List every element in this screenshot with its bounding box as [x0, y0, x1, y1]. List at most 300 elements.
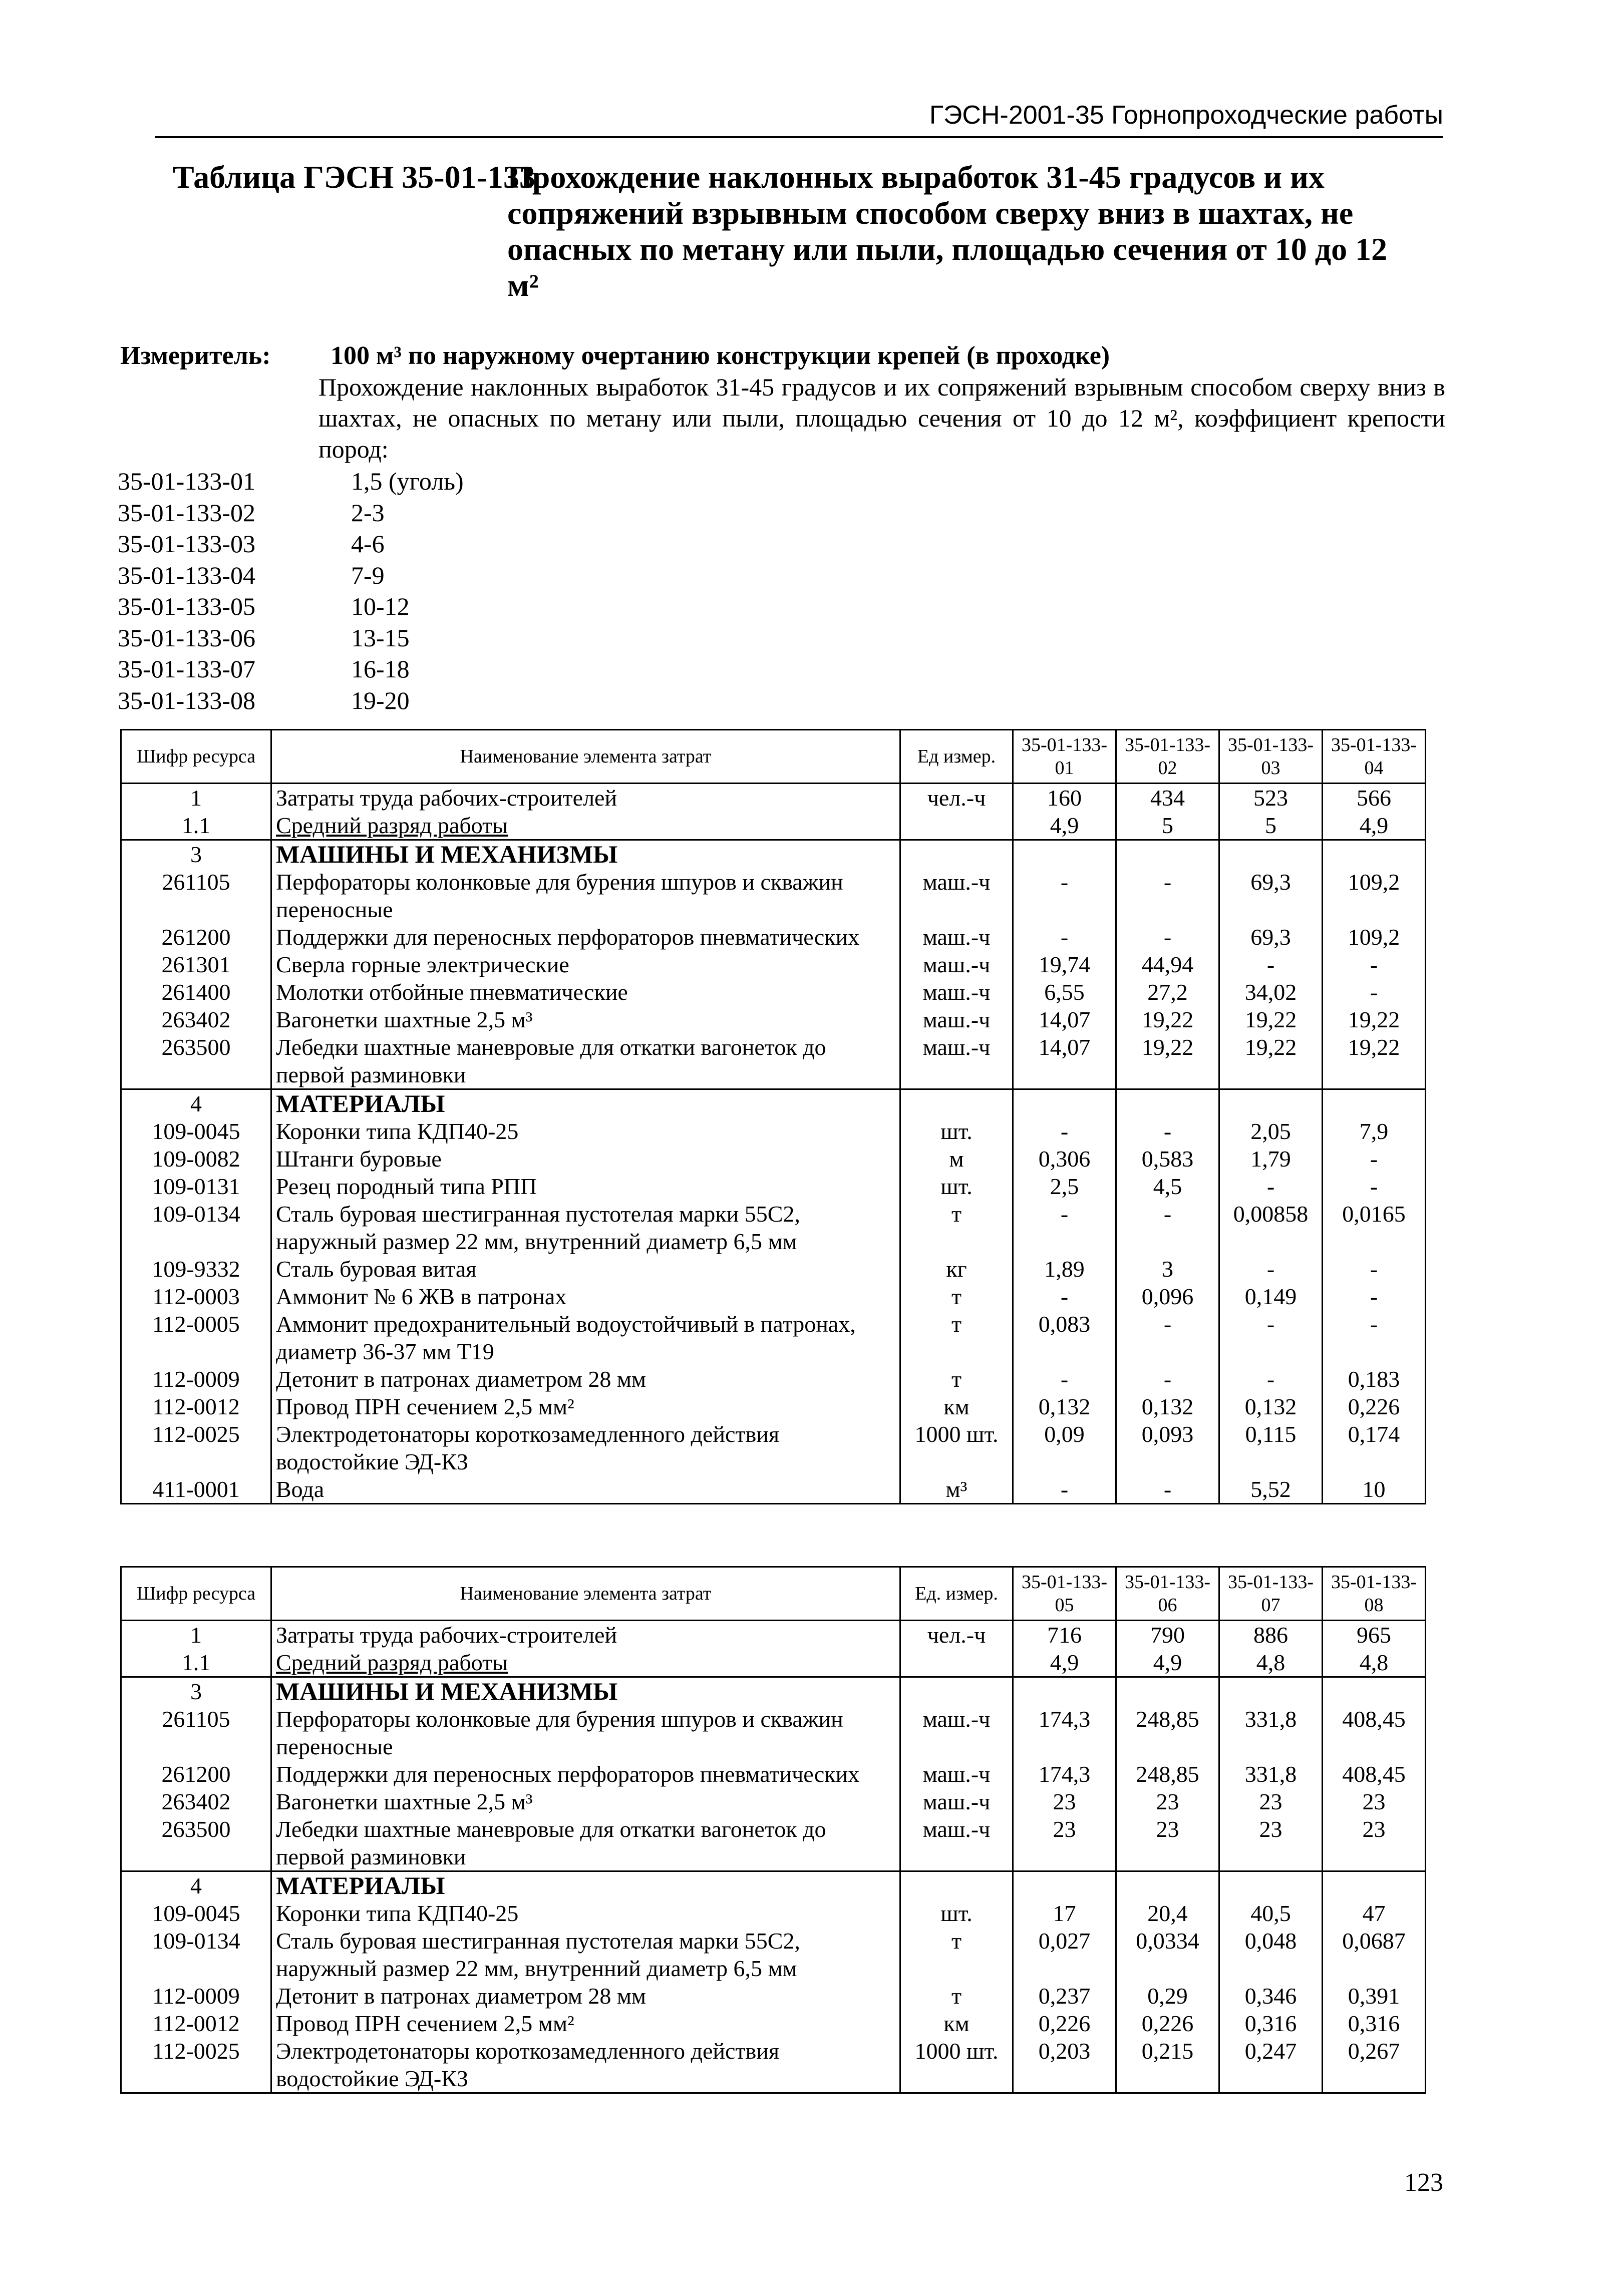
value-cell: [1219, 1677, 1323, 1706]
value-cell: 408,45: [1323, 1705, 1426, 1760]
table-row: [121, 1033, 1426, 1089]
cost-element-text: Затраты труда рабочих-строителей: [276, 785, 617, 811]
value-cell: 1,79: [1219, 1145, 1323, 1173]
value-cell: 4,9: [1323, 812, 1426, 840]
value-cell: 434: [1116, 784, 1219, 812]
value-cell: 0,00858: [1219, 1200, 1323, 1255]
cost-element-name: [271, 1089, 900, 1118]
unit: т: [900, 1200, 1013, 1255]
cost-element-name: [271, 1475, 900, 1504]
header-rule: [155, 136, 1443, 138]
unit: маш.-ч: [900, 1705, 1013, 1760]
value-cell: 7,9: [1323, 1117, 1426, 1145]
value-cell: [1013, 840, 1116, 869]
header-code: Шифр ресурса: [121, 1567, 271, 1621]
value-cell: 0,149: [1219, 1283, 1323, 1310]
table-row: [121, 1475, 1426, 1504]
cost-element-text: Поддержки для переносных перфораторов пневматических: [276, 1761, 860, 1787]
unit: маш.-ч: [900, 868, 1013, 923]
value-cell: 248,85: [1116, 1760, 1219, 1788]
resource-code: 263500: [121, 1815, 271, 1871]
value-cell: -: [1219, 1310, 1323, 1365]
header-col-1: 35-01-133-05: [1013, 1567, 1116, 1621]
value-cell: -: [1013, 923, 1116, 951]
resource-code: 1.1: [121, 812, 271, 840]
cost-element-name: [271, 1255, 900, 1283]
cost-element-name: [271, 1393, 900, 1420]
unit: шт.: [900, 1899, 1013, 1927]
cost-element-name: [271, 784, 900, 812]
code-value: 1,5 (уголь): [351, 467, 464, 495]
cost-element-text: Средний разряд работы: [276, 1650, 508, 1675]
value-cell: 4,9: [1116, 1649, 1219, 1677]
value-cell: 23: [1219, 1815, 1323, 1871]
unit: шт.: [900, 1117, 1013, 1145]
value-cell: 4,5: [1116, 1173, 1219, 1200]
value-cell: 23: [1116, 1788, 1219, 1815]
value-cell: [1116, 1677, 1219, 1706]
header-col-1: 35-01-133-01: [1013, 730, 1116, 784]
unit: чел.-ч: [900, 1621, 1013, 1649]
table-row: [121, 1420, 1426, 1475]
value-cell: 716: [1013, 1621, 1116, 1649]
value-cell: 0,096: [1116, 1283, 1219, 1310]
unit: маш.-ч: [900, 923, 1013, 951]
value-cell: -: [1116, 1200, 1219, 1255]
value-cell: 0,316: [1323, 2010, 1426, 2037]
table-row: [121, 1760, 1426, 1788]
resource-code: 109-9332: [121, 1255, 271, 1283]
cost-element-text: Вагонетки шахтные 2,5 м³: [276, 1789, 533, 1814]
value-cell: 19,74: [1013, 951, 1116, 978]
header-col-3: 35-01-133-07: [1219, 1567, 1323, 1621]
cost-element-name: [271, 1310, 900, 1365]
cost-element-name: [271, 1365, 900, 1393]
value-cell: 0,29: [1116, 1982, 1219, 2010]
value-cell: -: [1323, 1145, 1426, 1173]
resource-code: 261200: [121, 1760, 271, 1788]
value-cell: 0,093: [1116, 1420, 1219, 1475]
table-row: [121, 2010, 1426, 2037]
value-cell: 0,0334: [1116, 1927, 1219, 1982]
section-row: [121, 1677, 1426, 1706]
resource-table-2: [120, 1566, 1426, 2094]
value-cell: [1116, 1089, 1219, 1118]
cost-element-text: Затраты труда рабочих-строителей: [276, 1622, 617, 1648]
code: 35-01-133-08: [118, 686, 255, 714]
unit: [900, 812, 1013, 840]
value-cell: -: [1323, 1255, 1426, 1283]
value-cell: -: [1013, 1475, 1116, 1504]
resource-code: 261105: [121, 1705, 271, 1760]
value-cell: 0,306: [1013, 1145, 1116, 1173]
header-name: Наименование элемента затрат: [271, 1567, 900, 1621]
cost-element-text: Сталь буровая шестигранная пустотелая марки 55С2, наружный размер 22 мм, внутренний диаметр 6,5 мм: [276, 1928, 800, 1981]
value-cell: 2,05: [1219, 1117, 1323, 1145]
value-cell: 23: [1323, 1788, 1426, 1815]
cost-element-name: [271, 1705, 900, 1760]
value-cell: 248,85: [1116, 1705, 1219, 1760]
cost-element-text: МАТЕРИАЛЫ: [276, 1089, 445, 1117]
value-cell: 0,215: [1116, 2037, 1219, 2093]
header-row: [121, 730, 1426, 784]
value-cell: 0,083: [1013, 1310, 1116, 1365]
value-cell: -: [1116, 1117, 1219, 1145]
header-col-4: 35-01-133-08: [1323, 1567, 1426, 1621]
cost-element-name: [271, 1760, 900, 1788]
code: 35-01-133-04: [118, 561, 255, 589]
value-cell: 19,22: [1323, 1006, 1426, 1033]
table-row: [121, 1649, 1426, 1677]
table-row: [121, 1365, 1426, 1393]
value-cell: -: [1013, 1365, 1116, 1393]
value-cell: 0,0687: [1323, 1927, 1426, 1982]
value-cell: -: [1323, 1283, 1426, 1310]
code: 35-01-133-01: [118, 467, 255, 495]
resource-code: 109-0134: [121, 1927, 271, 1982]
value-cell: 566: [1323, 784, 1426, 812]
value-cell: 4,9: [1013, 812, 1116, 840]
resource-code: 112-0012: [121, 2010, 271, 2037]
value-cell: 1,89: [1013, 1255, 1116, 1283]
table-row: [121, 812, 1426, 840]
value-cell: -: [1116, 1365, 1219, 1393]
value-cell: -: [1323, 1173, 1426, 1200]
header-unit: Ед. измер.: [900, 1567, 1013, 1621]
table-row: [121, 1145, 1426, 1173]
cost-element-text: Провод ПРН сечением 2,5 мм²: [276, 2011, 574, 2036]
resource-code: 112-0009: [121, 1982, 271, 2010]
value-cell: 0,583: [1116, 1145, 1219, 1173]
code-value: 4-6: [351, 530, 385, 558]
resource-code: 411-0001: [121, 1475, 271, 1504]
value-cell: 0,0165: [1323, 1200, 1426, 1255]
value-cell: 0,048: [1219, 1927, 1323, 1982]
unit: т: [900, 1310, 1013, 1365]
value-cell: 5: [1116, 812, 1219, 840]
value-cell: 0,316: [1219, 2010, 1323, 2037]
measure-value: 100 м³ по наружному очертанию конструкции крепей (в проходке): [331, 341, 1110, 370]
resource-code: 109-0082: [121, 1145, 271, 1173]
value-cell: 0,226: [1323, 1393, 1426, 1420]
table-row: [121, 1705, 1426, 1760]
value-cell: 0,183: [1323, 1365, 1426, 1393]
value-cell: 331,8: [1219, 1705, 1323, 1760]
table-row: [121, 1310, 1426, 1365]
resource-code: 112-0025: [121, 2037, 271, 2093]
cost-element-text: Аммонит № 6 ЖВ в патронах: [276, 1284, 567, 1309]
running-head: ГЭСН-2001-35 Горнопроходческие работы: [929, 101, 1443, 130]
value-cell: 14,07: [1013, 1006, 1116, 1033]
cost-element-text: Лебедки шахтные маневровые для откатки вагонеток до первой разминовки: [276, 1034, 826, 1087]
unit: маш.-ч: [900, 1033, 1013, 1089]
value-cell: 174,3: [1013, 1705, 1116, 1760]
cost-element-text: МАТЕРИАЛЫ: [276, 1871, 445, 1899]
header-col-2: 35-01-133-06: [1116, 1567, 1219, 1621]
resource-code: 112-0012: [121, 1393, 271, 1420]
value-cell: [1323, 840, 1426, 869]
value-cell: 23: [1013, 1815, 1116, 1871]
resource-code: 3: [121, 840, 271, 869]
cost-element-name: [271, 1871, 900, 1900]
value-cell: -: [1116, 868, 1219, 923]
value-cell: 14,07: [1013, 1033, 1116, 1089]
value-cell: 19,22: [1219, 1006, 1323, 1033]
unit: [900, 840, 1013, 869]
value-cell: 4,9: [1013, 1649, 1116, 1677]
unit: кг: [900, 1255, 1013, 1283]
value-cell: 0,247: [1219, 2037, 1323, 2093]
cost-element-name: [271, 1033, 900, 1089]
value-cell: 44,94: [1116, 951, 1219, 978]
value-cell: 17: [1013, 1899, 1116, 1927]
unit: м: [900, 1145, 1013, 1173]
cost-element-text: Перфораторы колонковые для бурения шпуров и скважин переносные: [276, 869, 843, 922]
resource-code: 1: [121, 1621, 271, 1649]
cost-element-name: [271, 1200, 900, 1255]
unit: [900, 1677, 1013, 1706]
code-value: 16-18: [351, 655, 410, 683]
resource-code: 3: [121, 1677, 271, 1706]
value-cell: 5,52: [1219, 1475, 1323, 1504]
cost-element-text: Вода: [276, 1476, 325, 1502]
table-title-prefix: Таблица ГЭСН 35-01-133: [173, 159, 535, 195]
table-row: [121, 1393, 1426, 1420]
code: 35-01-133-02: [118, 498, 255, 527]
cost-element-text: Электродетонаторы короткозамедленного действия водостойкие ЭД-КЗ: [276, 2038, 779, 2091]
value-cell: 160: [1013, 784, 1116, 812]
value-cell: -: [1219, 1365, 1323, 1393]
cost-element-text: МАШИНЫ И МЕХАНИЗМЫ: [276, 840, 618, 868]
unit: 1000 шт.: [900, 1420, 1013, 1475]
header-col-2: 35-01-133-02: [1116, 730, 1219, 784]
resource-code: 4: [121, 1871, 271, 1900]
table-title-text: Прохождение наклонных выработок 31-45 градусов и их сопряжений взрывным способом сверху вниз в шахтах, не опасных по метану или пыли, площадью сечения от 10 до 12 м²: [507, 159, 1388, 303]
value-cell: 69,3: [1219, 923, 1323, 951]
code-value: 7-9: [351, 561, 385, 589]
cost-element-name: [271, 1677, 900, 1706]
cost-element-text: Средний разряд работы: [276, 813, 508, 838]
table-row: [121, 1006, 1426, 1033]
value-cell: -: [1013, 1200, 1116, 1255]
cost-element-text: Сверла горные электрические: [276, 952, 569, 977]
value-cell: 34,02: [1219, 978, 1323, 1006]
cost-element-text: Детонит в патронах диаметром 28 мм: [276, 1366, 647, 1392]
table-row: [121, 1117, 1426, 1145]
code-value: 19-20: [351, 686, 410, 714]
code-value: 10-12: [351, 592, 410, 620]
value-cell: [1013, 1871, 1116, 1900]
value-cell: 10: [1323, 1475, 1426, 1504]
cost-element-name: [271, 1621, 900, 1649]
value-cell: -: [1323, 1310, 1426, 1365]
value-cell: 109,2: [1323, 868, 1426, 923]
unit: т: [900, 1982, 1013, 2010]
value-cell: -: [1116, 1475, 1219, 1504]
code: 35-01-133-06: [118, 623, 255, 652]
value-cell: 174,3: [1013, 1760, 1116, 1788]
value-cell: -: [1323, 951, 1426, 978]
resource-code: 112-0003: [121, 1283, 271, 1310]
resource-code: 4: [121, 1089, 271, 1118]
resource-code: 112-0025: [121, 1420, 271, 1475]
unit: 1000 шт.: [900, 2037, 1013, 2093]
unit: т: [900, 1283, 1013, 1310]
cost-element-name: [271, 1815, 900, 1871]
cost-element-text: Молотки отбойные пневматические: [276, 979, 628, 1005]
cost-element-name: [271, 868, 900, 923]
measure-label: Измеритель:: [120, 341, 271, 370]
value-cell: 69,3: [1219, 868, 1323, 923]
unit: маш.-ч: [900, 1006, 1013, 1033]
value-cell: 965: [1323, 1621, 1426, 1649]
value-cell: -: [1116, 923, 1219, 951]
cost-element-text: Аммонит предохранительный водоустойчивый в патронах, диаметр 36-37 мм Т19: [276, 1311, 856, 1364]
value-cell: -: [1013, 1117, 1116, 1145]
unit: т: [900, 1365, 1013, 1393]
resource-code: 109-0131: [121, 1173, 271, 1200]
cost-element-text: Коронки типа КДП40-25: [276, 1118, 519, 1144]
value-cell: 408,45: [1323, 1760, 1426, 1788]
cost-element-text: Сталь буровая витая: [276, 1256, 477, 1282]
value-cell: 23: [1219, 1788, 1323, 1815]
table-row: [121, 2037, 1426, 2093]
cost-element-text: Поддержки для переносных перфораторов пневматических: [276, 924, 860, 950]
table-row: [121, 868, 1426, 923]
cost-element-name: [271, 1649, 900, 1677]
code: 35-01-133-05: [118, 592, 255, 620]
unit: км: [900, 2010, 1013, 2037]
value-cell: 331,8: [1219, 1760, 1323, 1788]
value-cell: 4,8: [1219, 1649, 1323, 1677]
resource-code: 263402: [121, 1006, 271, 1033]
unit: м³: [900, 1475, 1013, 1504]
cost-element-text: МАШИНЫ И МЕХАНИЗМЫ: [276, 1677, 618, 1705]
resource-code: 112-0005: [121, 1310, 271, 1365]
resource-code: 109-0134: [121, 1200, 271, 1255]
value-cell: 0,115: [1219, 1420, 1323, 1475]
value-cell: 47: [1323, 1899, 1426, 1927]
value-cell: 6,55: [1013, 978, 1116, 1006]
unit: маш.-ч: [900, 1788, 1013, 1815]
code: 35-01-133-03: [118, 530, 255, 558]
value-cell: -: [1116, 1310, 1219, 1365]
resource-code: 261105: [121, 868, 271, 923]
header-code: Шифр ресурса: [121, 730, 271, 784]
unit: маш.-ч: [900, 978, 1013, 1006]
value-cell: 0,132: [1013, 1393, 1116, 1420]
value-cell: [1323, 1871, 1426, 1900]
value-cell: -: [1323, 978, 1426, 1006]
code: 35-01-133-07: [118, 655, 255, 683]
value-cell: 0,027: [1013, 1927, 1116, 1982]
value-cell: 4,8: [1323, 1649, 1426, 1677]
resource-code: 261200: [121, 923, 271, 951]
table-row: [121, 978, 1426, 1006]
table-row: [121, 1621, 1426, 1649]
header-col-3: 35-01-133-03: [1219, 730, 1323, 784]
value-cell: 0,226: [1013, 2010, 1116, 2037]
cost-element-name: [271, 978, 900, 1006]
resource-code: 1: [121, 784, 271, 812]
cost-element-name: [271, 1145, 900, 1173]
cost-element-text: Перфораторы колонковые для бурения шпуров и скважин переносные: [276, 1706, 843, 1759]
value-cell: 23: [1116, 1815, 1219, 1871]
resource-code: 261301: [121, 951, 271, 978]
value-cell: 109,2: [1323, 923, 1426, 951]
unit: [900, 1871, 1013, 1900]
value-cell: 19,22: [1323, 1033, 1426, 1089]
table-row: [121, 923, 1426, 951]
table-row: [121, 1927, 1426, 1982]
cost-element-name: [271, 1982, 900, 2010]
value-cell: [1219, 840, 1323, 869]
table-row: [121, 1255, 1426, 1283]
cost-element-name: [271, 2037, 900, 2093]
unit: чел.-ч: [900, 784, 1013, 812]
resource-code: 112-0009: [121, 1365, 271, 1393]
value-cell: [1013, 1089, 1116, 1118]
cost-element-name: [271, 840, 900, 869]
table-row: [121, 784, 1426, 812]
cost-element-name: [271, 923, 900, 951]
value-cell: -: [1219, 1255, 1323, 1283]
value-cell: 0,132: [1219, 1393, 1323, 1420]
value-cell: 19,22: [1116, 1006, 1219, 1033]
unit: шт.: [900, 1173, 1013, 1200]
cost-element-name: [271, 812, 900, 840]
value-cell: 27,2: [1116, 978, 1219, 1006]
cost-element-text: Вагонетки шахтные 2,5 м³: [276, 1007, 533, 1032]
value-cell: 0,132: [1116, 1393, 1219, 1420]
table-row: [121, 1283, 1426, 1310]
value-cell: 5: [1219, 812, 1323, 840]
page-number: 123: [1404, 2168, 1443, 2197]
value-cell: 0,174: [1323, 1420, 1426, 1475]
value-cell: -: [1219, 1173, 1323, 1200]
value-cell: 3: [1116, 1255, 1219, 1283]
value-cell: 19,22: [1219, 1033, 1323, 1089]
value-cell: 0,203: [1013, 2037, 1116, 2093]
value-cell: [1116, 1871, 1219, 1900]
table-row: [121, 1173, 1426, 1200]
value-cell: [1013, 1677, 1116, 1706]
cost-element-name: [271, 1420, 900, 1475]
resource-code: 1.1: [121, 1649, 271, 1677]
value-cell: -: [1219, 951, 1323, 978]
value-cell: 0,267: [1323, 2037, 1426, 2093]
value-cell: [1219, 1871, 1323, 1900]
unit: [900, 1649, 1013, 1677]
cost-element-text: Провод ПРН сечением 2,5 мм²: [276, 1394, 574, 1419]
value-cell: [1116, 840, 1219, 869]
value-cell: 0,391: [1323, 1982, 1426, 2010]
cost-element-name: [271, 1788, 900, 1815]
table-row: [121, 1788, 1426, 1815]
value-cell: [1219, 1089, 1323, 1118]
unit: маш.-ч: [900, 951, 1013, 978]
resource-table-1: [120, 729, 1426, 1504]
cost-element-name: [271, 1117, 900, 1145]
resource-code: 263402: [121, 1788, 271, 1815]
cost-element-text: Штанги буровые: [276, 1146, 442, 1172]
cost-element-text: Коронки типа КДП40-25: [276, 1900, 519, 1926]
table-row: [121, 1899, 1426, 1927]
value-cell: 20,4: [1116, 1899, 1219, 1927]
value-cell: 523: [1219, 784, 1323, 812]
value-cell: -: [1013, 1283, 1116, 1310]
cost-element-name: [271, 1006, 900, 1033]
